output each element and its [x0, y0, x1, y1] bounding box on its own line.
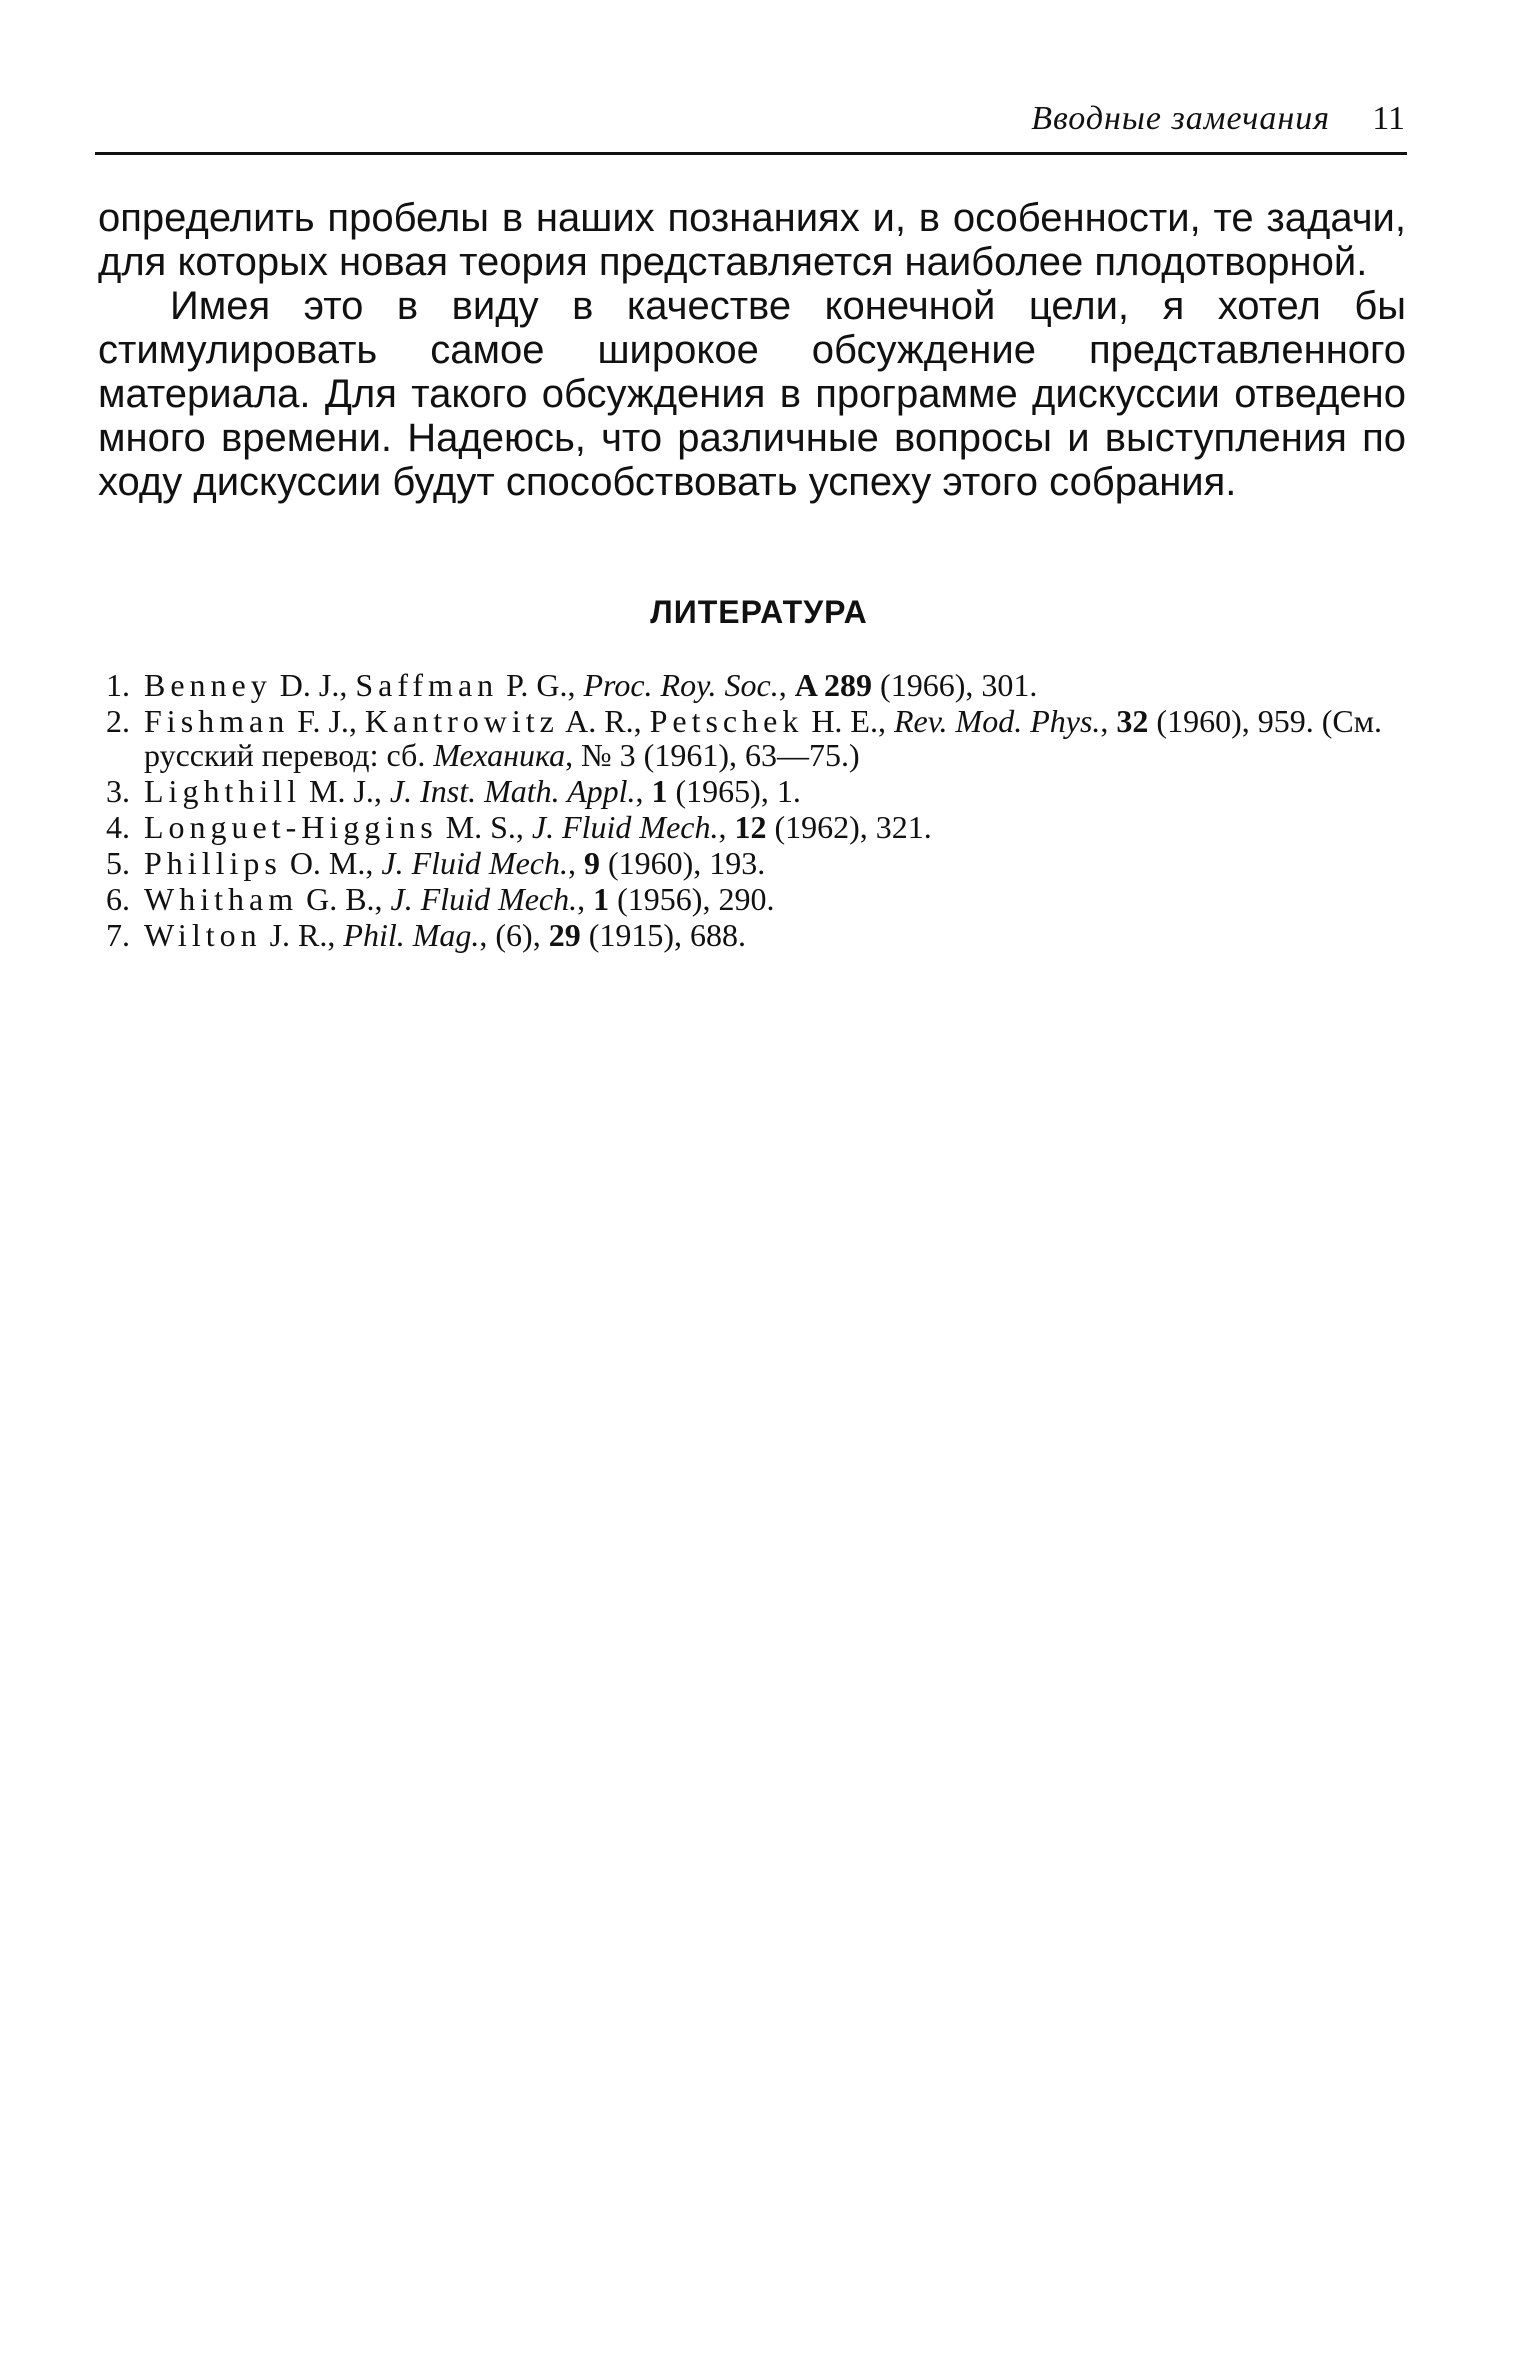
reference-body: Longuet-Higgins M. S., J. Fluid Mech., 12 (1962), 321.	[144, 809, 932, 845]
reference-item	[106, 668, 1408, 702]
author-initials: H. E.,	[803, 703, 894, 739]
journal-name: Phil. Mag.	[343, 917, 480, 953]
journal-name: J. Inst. Math. Appl.	[389, 773, 636, 809]
references-list	[106, 668, 1408, 954]
translation-journal: Механика	[433, 737, 566, 773]
body-text	[98, 196, 1406, 504]
journal-series: (6),	[495, 917, 549, 953]
author-surname: Wilton	[144, 917, 262, 953]
author-initials: J. R.,	[261, 917, 344, 953]
author-initials: O. M.,	[281, 845, 382, 881]
volume-number: 12	[734, 809, 767, 845]
author-surname: Whitham	[144, 881, 299, 917]
reference-item	[106, 846, 1408, 880]
running-title: Вводные замечания	[1031, 100, 1330, 137]
author-surname: Kantrowitz	[364, 703, 559, 739]
author-initials: G. B.,	[298, 881, 391, 917]
author-surname: Petschek	[649, 703, 804, 739]
reference-details: (1960), 959. (См. русский перевод: сб.	[144, 703, 1382, 773]
reference-details: (1965), 1.	[667, 773, 801, 809]
header-rule	[95, 152, 1407, 155]
reference-number: 1.	[106, 667, 130, 703]
journal-name: J. Fluid Mech.	[531, 809, 719, 845]
reference-body: Phillips O. M., J. Fluid Mech., 9 (1960), 193.	[144, 845, 766, 881]
paragraph-2: Имея это в виду в качестве конечной цели, я хотел бы стимулировать самое широкое обсуждение представленного материала. Для такого обсуждения в программе дискуссии отведено много времени. Надеюсь, что различные вопросы и выступления по ходу дискуссии будут способствовать успеху этого собрания.	[98, 284, 1406, 504]
reference-number: 4.	[106, 809, 130, 845]
reference-item	[106, 810, 1408, 844]
paragraph-1: определить пробелы в наших познаниях и, в особенности, те задачи, для которых новая теория представляется наиболее плодотворной.	[98, 196, 1406, 284]
author-initials: P. G.,	[498, 667, 584, 703]
reference-number: 7.	[106, 917, 130, 953]
reference-number: 6.	[106, 881, 130, 917]
reference-details: (1962), 321.	[766, 809, 932, 845]
reference-body: Fishman F. J., Kantrowitz A. R., Petschek H. E., Rev. Mod. Phys., 32 (1960), 959. (См. русский перевод: сб. Механика, № 3 (1961), 63—75.)	[144, 703, 1382, 773]
translation-details: , № 3 (1961), 63—75.)	[565, 737, 860, 773]
reference-details: (1960), 193.	[599, 845, 766, 881]
page-number: 11	[1372, 100, 1405, 137]
author-surname: Benney	[144, 667, 272, 703]
reference-number: 3.	[106, 773, 130, 809]
reference-body: Benney D. J., Saffman P. G., Proc. Roy. Soc., A 289 (1966), 301.	[144, 667, 1038, 703]
author-initials: M. J.,	[301, 773, 390, 809]
reference-details: (1966), 301.	[872, 667, 1038, 703]
author-surname: Longuet-Higgins	[144, 809, 438, 845]
journal-name: J. Fluid Mech.	[390, 881, 578, 917]
journal-name: J. Fluid Mech.	[381, 845, 568, 881]
reference-details: (1956), 290.	[609, 881, 775, 917]
reference-number: 2.	[106, 703, 130, 739]
reference-item	[106, 918, 1408, 952]
author-initials: A. R.,	[558, 703, 650, 739]
author-initials: F. J.,	[289, 703, 365, 739]
volume-number: 29	[548, 917, 581, 953]
author-initials: D. J.,	[271, 667, 356, 703]
reference-details: (1915), 688.	[580, 917, 746, 953]
volume-number: A 289	[794, 667, 873, 703]
running-header	[95, 100, 1405, 146]
journal-name: Rev. Mod. Phys.	[893, 703, 1101, 739]
author-initials: M. S.,	[437, 809, 532, 845]
reference-item	[106, 774, 1408, 808]
volume-number: 1	[651, 773, 668, 809]
reference-body: Whitham G. B., J. Fluid Mech., 1 (1956), 290.	[144, 881, 775, 917]
reference-number: 5.	[106, 845, 130, 881]
author-surname: Saffman	[355, 667, 499, 703]
reference-item	[106, 704, 1408, 772]
reference-item	[106, 882, 1408, 916]
volume-number: 1	[593, 881, 610, 917]
author-surname: Lighthill	[144, 773, 301, 809]
volume-number: 9	[583, 845, 600, 881]
reference-body: Lighthill M. J., J. Inst. Math. Appl., 1 (1965), 1.	[144, 773, 801, 809]
author-surname: Phillips	[144, 845, 282, 881]
volume-number: 32	[1116, 703, 1149, 739]
reference-body: Wilton J. R., Phil. Mag., (6), 29 (1915), 688.	[144, 917, 746, 953]
journal-name: Proc. Roy. Soc.	[583, 667, 779, 703]
author-surname: Fishman	[144, 703, 290, 739]
references-heading: ЛИТЕРАТУРА	[650, 594, 868, 630]
